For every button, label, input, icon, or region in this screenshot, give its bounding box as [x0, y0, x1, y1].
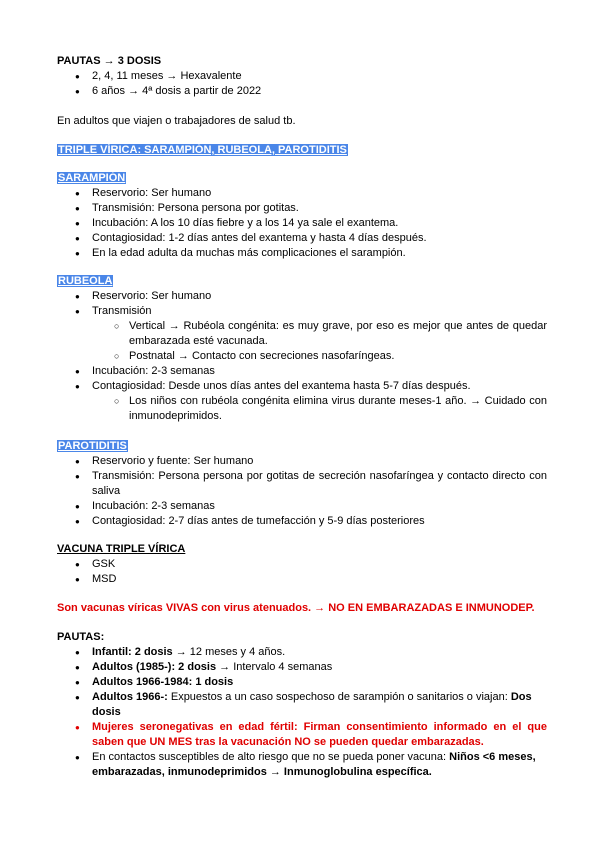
vacuna-heading: VACUNA TRIPLE VÍRICA [57, 543, 186, 555]
parotiditis-list [57, 454, 547, 529]
list-item: ● Reservorio: Ser humano [57, 186, 547, 201]
sarampion-heading: SARAMPIÓN [58, 172, 126, 184]
list-item: ● GSK [57, 557, 547, 572]
sublist-item: ○ Los niños con rubéola congénita elimina virus durante meses-1 año. → Cuidado con inmunodeprimidos. [57, 394, 547, 424]
list-item: ● Incubación: 2-3 semanas [57, 364, 547, 379]
list-item: ● Transmisión: Persona persona por gotitas de secreción nasofaríngea y contacto directo con saliva [57, 469, 547, 499]
parotiditis-heading: PAROTIDITIS [58, 440, 127, 452]
live-vaccine-warning: Son vacunas víricas VIVAS con virus atenuados. → NO EN EMBARAZADAS E INMUNODEP. [57, 602, 535, 614]
vacuna-list [57, 557, 547, 587]
item-text: Expuestos a un caso sospechoso de sarampión o sanitarios o viajan: [167, 691, 511, 703]
contagiosidad-sublist [92, 394, 547, 424]
list-item: ● Transmisión: Persona persona por gotitas. [57, 201, 547, 216]
list-item: ● Incubación: A los 10 días fiebre y a los 14 ya sale el exantema. [57, 216, 547, 231]
list-item-text: Transmisión [92, 305, 152, 317]
rubeola-heading: RUBEOLA [58, 275, 113, 287]
list-item [57, 304, 547, 364]
sublist-item: ○ Vertical → Rubéola congénita: es muy grave, por eso es mejor que antes de quedar embarazada esté vacunada. [57, 319, 547, 349]
triple-viral-heading: TRIPLE VÍRICA: SARAMPIÓN, RUBEOLA, PAROTIDITIS [58, 144, 347, 156]
list-item: ● Reservorio y fuente: Ser humano [57, 454, 547, 469]
list-item: ● MSD [57, 572, 547, 587]
list-item: ● Mujeres seronegativas en edad fértil: Firman consentimiento informado en el que saben que UN MES tras la vacunación NO se pueden quedar embarazadas. [57, 720, 547, 750]
item-bold: Adultos 1966-: [92, 691, 168, 703]
sarampion-list [57, 186, 547, 261]
list-item [57, 660, 547, 675]
pautas-list [57, 69, 547, 99]
item-text: → 12 meses y 4 años. [172, 646, 286, 658]
list-item [57, 379, 547, 424]
list-item [57, 750, 547, 780]
item-bold: Adultos (1985-): 2 dosis [92, 661, 217, 673]
item-bold: Niños <6 meses, embarazadas, inmunodeprimidos → Inmunoglobulina específica. [92, 751, 536, 778]
list-item: ● Incubación: 2-3 semanas [57, 499, 547, 514]
list-item: ● Contagiosidad: 1-2 días antes del exantema y hasta 4 días después. [57, 231, 547, 246]
item-text: En contactos susceptibles de alto riesgo que no se pueda poner vacuna: [92, 751, 450, 763]
list-item: ● En la edad adulta da muchas más complicaciones el sarampión. [57, 246, 547, 261]
list-item [57, 690, 547, 720]
rubeola-list [57, 289, 547, 424]
document-page [57, 54, 547, 780]
pautas-title: PAUTAS → 3 DOSIS [57, 55, 162, 67]
pautas2-list [57, 645, 547, 780]
item-bold: Adultos 1966-1984: 1 dosis [92, 676, 234, 688]
pautas2-title: PAUTAS: [57, 631, 105, 643]
adultos-note: En adultos que viajen o trabajadores de salud tb. [57, 115, 296, 127]
list-item: ● 2, 4, 11 meses → Hexavalente [57, 69, 547, 84]
list-item [57, 675, 547, 690]
list-item: ● Reservorio: Ser humano [57, 289, 547, 304]
transmision-sublist [92, 319, 547, 364]
sublist-item: ○ Postnatal → Contacto con secreciones nasofaríngeas. [57, 349, 547, 364]
list-item [57, 645, 547, 660]
item-text: → Intervalo 4 semanas [216, 661, 333, 673]
list-item: ● 6 años → 4ª dosis a partir de 2022 [57, 84, 547, 99]
item-bold: Infantil: 2 dosis [92, 646, 173, 658]
list-item-text: Contagiosidad: Desde unos días antes del exantema hasta 5-7 días después. [92, 380, 471, 392]
list-item: ● Contagiosidad: 2-7 días antes de tumefacción y 5-9 días posteriores [57, 514, 547, 529]
item-bold: Dos dosis [92, 691, 532, 718]
